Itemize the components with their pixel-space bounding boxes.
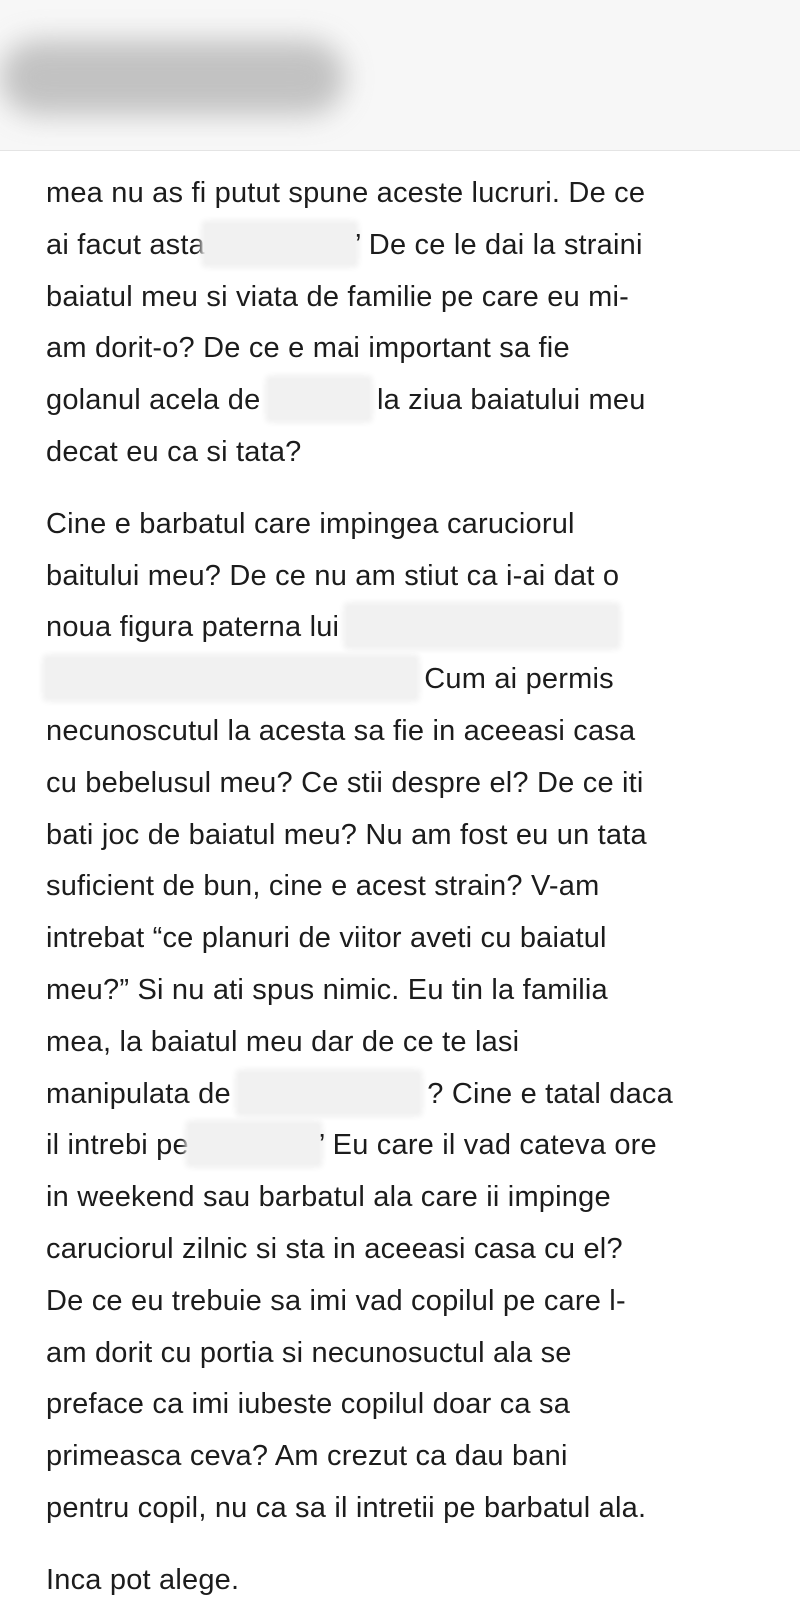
redacted-text: [189, 1124, 319, 1164]
message-paragraph: [46, 168, 776, 479]
text-line: Cine e barbatul care impingea caruciorul: [46, 507, 575, 540]
text-line: ai facut asta ’ De ce le dai la straini: [46, 220, 776, 272]
text-line: De ce eu trebuie sa imi vad copilul pe care l-: [46, 1284, 626, 1317]
text-line: suficient de bun, cine e acest strain? V-am: [46, 870, 600, 903]
text-line: cu bebelusul meu? Ce stii despre el? De ce iti: [46, 766, 644, 799]
message-paragraph: [46, 1555, 776, 1607]
text-line: baitului meu? De ce nu am stiut ca i-ai dat o: [46, 559, 620, 592]
text-line: decat eu ca si tata?: [46, 435, 302, 468]
text-line: Inca pot alege.: [46, 1563, 240, 1596]
text-line: pentru copil, nu ca sa il intretii pe barbatul ala.: [46, 1491, 647, 1524]
redacted-text: [205, 224, 355, 264]
text-line: bati joc de baiatul meu? Nu am fost eu un tata: [46, 818, 647, 851]
text-line: necunoscutul la acesta sa fie in aceeasi casa: [46, 714, 636, 747]
text-line: am dorit-o? De ce e mai important sa fie: [46, 332, 570, 365]
text-line: noua figura paterna lui: [46, 602, 776, 654]
text-line: intrebat “ce planuri de viitor aveti cu baiatul: [46, 922, 607, 955]
text-line: caruciorul zilnic si sta in aceeasi casa cu el?: [46, 1232, 623, 1265]
message-paragraph: [46, 499, 776, 1535]
redacted-sender-name: [0, 40, 345, 115]
text-line: mea, la baiatul meu dar de ce te lasi: [46, 1025, 520, 1058]
redacted-text: [347, 606, 617, 646]
text-line: manipulata de ? Cine e tatal daca: [46, 1069, 776, 1121]
text-line: preface ca imi iubeste copilul doar ca sa: [46, 1388, 571, 1421]
redacted-text: [239, 1073, 419, 1113]
redacted-text: [269, 379, 369, 419]
text-line: primeasca ceva? Am crezut ca dau bani: [46, 1440, 568, 1473]
text-line: il intrebi pe ’ Eu care il vad cateva ore: [46, 1120, 776, 1172]
text-line: golanul acela de la ziua baiatului meu: [46, 375, 776, 427]
text-line: am dorit cu portia si necunosuctul ala se: [46, 1336, 572, 1369]
text-line: in weekend sau barbatul ala care ii impinge: [46, 1181, 611, 1214]
text-line: meu?” Si nu ati spus nimic. Eu tin la familia: [46, 973, 608, 1006]
text-line: Cum ai permis: [46, 654, 776, 706]
redacted-text: [46, 658, 416, 698]
blurred-header: [0, 0, 800, 151]
text-line: mea nu as fi putut spune aceste lucruri. De ce: [46, 177, 646, 209]
message-body: [46, 168, 776, 1607]
text-line: baiatul meu si viata de familie pe care eu mi-: [46, 280, 630, 313]
